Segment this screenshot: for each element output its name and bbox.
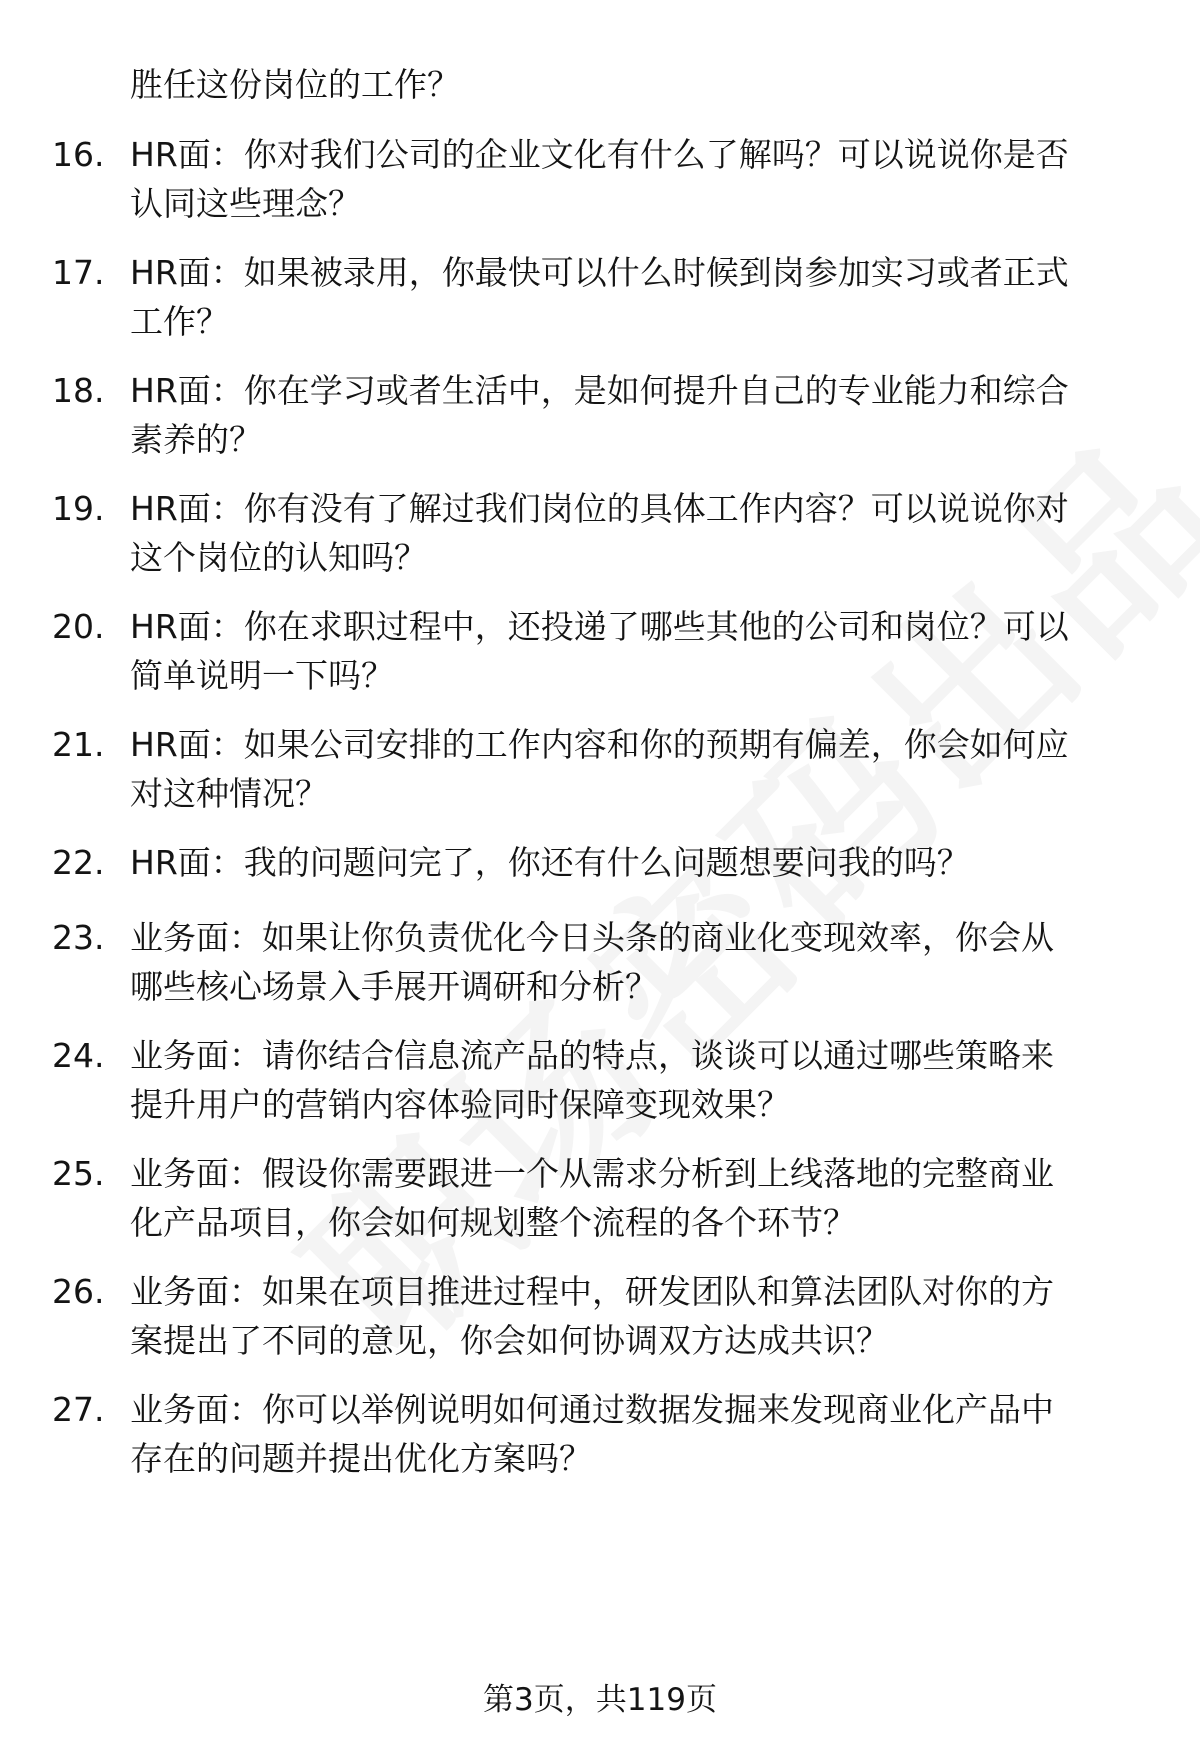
item-text: 业务面：请你结合信息流产品的特点，谈谈可以通过哪些策略来 提升用户的营销内容体验同时保障变现效果？ <box>130 1036 1054 1124</box>
item-text: HR面：你有没有了解过我们岗位的具体工作内容？可以说说你对 这个岗位的认知吗？ <box>130 489 1069 577</box>
item-number: 18. <box>52 371 105 410</box>
item-text: HR面：你在学习或者生活中，是如何提升自己的专业能力和综合 素养的？ <box>130 371 1069 459</box>
item-text: HR面：如果被录用，你最快可以什么时候到岗参加实习或者正式 工作？ <box>130 253 1069 341</box>
item-number: 16. <box>52 135 105 174</box>
item-number: 25. <box>52 1154 105 1193</box>
continuation-text: 胜任这份岗位的工作？ <box>130 65 460 104</box>
item-number: 27. <box>52 1390 105 1429</box>
item-number: 26. <box>52 1272 105 1311</box>
item-text: 业务面：假设你需要跟进一个从需求分析到上线落地的完整商业 化产品项目，你会如何规划整个流程的各个环节？ <box>130 1154 1054 1242</box>
page-footer: 第3页，共119页 <box>483 1682 717 1718</box>
item-number: 19. <box>52 489 105 528</box>
item-text: HR面：如果公司安排的工作内容和你的预期有偏差，你会如何应 对这种情况？ <box>130 725 1069 813</box>
item-number: 21. <box>52 725 105 764</box>
item-number: 22. <box>52 843 105 882</box>
item-text: 业务面：如果在项目推进过程中，研发团队和算法团队对你的方 案提出了不同的意见，你会如何协调双方达成共识？ <box>130 1272 1054 1360</box>
item-text: HR面：你在求职过程中，还投递了哪些其他的公司和岗位？可以 简单说明一下吗？ <box>130 607 1069 695</box>
item-text: 业务面：如果让你负责优化今日头条的商业化变现效率，你会从 哪些核心场景入手展开调研和分析？ <box>130 918 1054 1006</box>
item-number: 17. <box>52 253 105 292</box>
item-text: 业务面：你可以举例说明如何通过数据发掘来发现商业化产品中 存在的问题并提出优化方案吗？ <box>130 1390 1054 1478</box>
item-text: HR面：我的问题问完了，你还有什么问题想要问我的吗？ <box>130 843 970 882</box>
item-number: 23. <box>52 918 105 957</box>
item-text: HR面：你对我们公司的企业文化有什么了解吗？可以说说你是否 认同这些理念？ <box>130 135 1069 223</box>
item-number: 20. <box>52 607 105 646</box>
item-number: 24. <box>52 1036 105 1075</box>
